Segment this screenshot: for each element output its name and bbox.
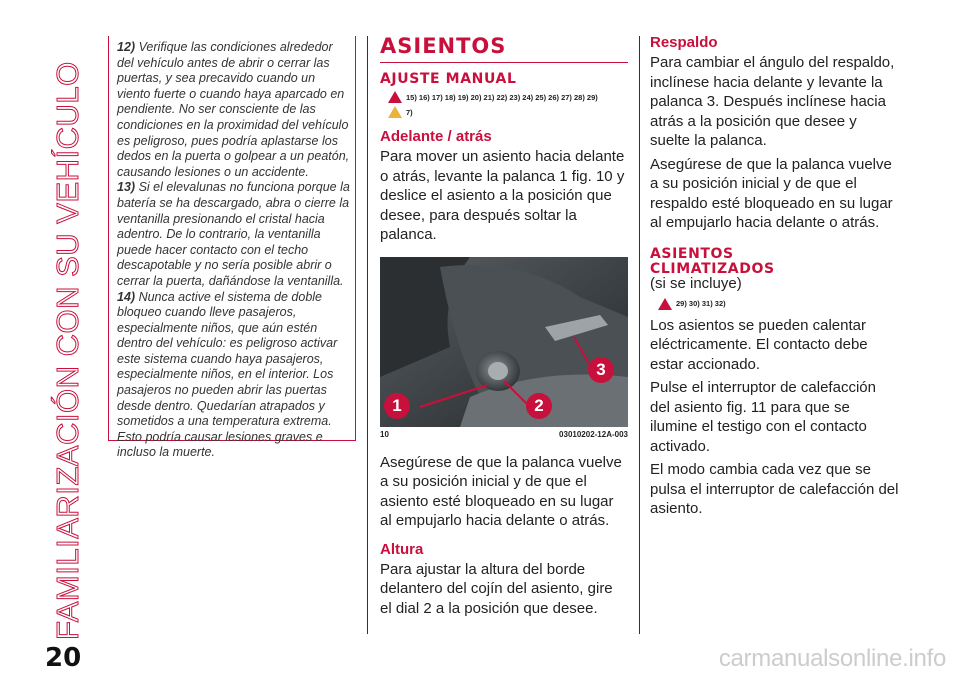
side-section-title bbox=[50, 30, 90, 640]
paragraph: Asegúrese de que la palanca vuelve a su posición inicial y de que el respaldo esté bloqueado en su lugar al empujarlo hacia delante o atrás. bbox=[650, 155, 893, 231]
subtitle-optional: (si se incluye) bbox=[650, 274, 742, 292]
heading-altura: Altura bbox=[380, 540, 424, 558]
column-divider bbox=[367, 36, 368, 634]
title-line: CLIMATIZADOS bbox=[650, 260, 775, 277]
title-rule bbox=[380, 62, 628, 63]
paragraph: Para cambiar el ángulo del respaldo, inclínese hacia delante y levante la palanca 3. Después inclínese hacia atrás a la posición que desee y suelte la palanca. bbox=[650, 54, 895, 149]
paragraph: Asegúrese de que la palanca vuelve a su posición inicial y de que el asiento esté bloqueado en su lugar al empujarlo hacia delante o atrás. bbox=[380, 453, 622, 529]
warning-triangle-icon bbox=[388, 91, 402, 103]
ref-text: 15) 16) 17) 18) 19) 20) 21) 22) 23) 24) 25) 26) 27) 28) 29) bbox=[406, 92, 598, 102]
warning-triangle-icon bbox=[658, 298, 672, 310]
callout-2: 2 bbox=[526, 393, 552, 419]
warning-refs-yellow bbox=[388, 106, 628, 118]
figure-number: 10 bbox=[380, 429, 389, 439]
section-title: ASIENTOS bbox=[380, 34, 507, 58]
warning-item bbox=[109, 180, 355, 289]
ref-text: 29) 30) 31) 32) bbox=[676, 299, 726, 308]
callout-3: 3 bbox=[588, 357, 614, 383]
paragraph: Para mover un asiento hacia delante o atrás, levante la palanca 1 fig. 10 y deslice el asiento a la posición que desee, para después soltar la palanca. bbox=[380, 148, 625, 243]
ref-text: 7) bbox=[406, 107, 413, 117]
warning-text: Nunca active el sistema de doble bloqueo cuando lleve pasajeros, especialmente niños, que aún estén dentro del vehículo: es peligroso activar este sistema cuando haya pasajeros, especialmente niños, en el interior. Los pasajeros no pueden abrir las puertas desde dentro. Quedarían atrapados y sometidos a una temperatura extrema. Esto podría causar lesiones graves e incluso la muerte. bbox=[117, 289, 338, 460]
figure-seat-controls bbox=[380, 257, 628, 427]
callout-1: 1 bbox=[384, 393, 410, 419]
warning-item bbox=[109, 36, 355, 180]
paragraph: Los asientos se pueden calentar eléctricamente. El contacto debe estar accionado. bbox=[650, 316, 868, 373]
side-title-text: FAMILIARIZACIÓN CON SU VEHÍCULO bbox=[50, 61, 85, 640]
warning-text: Verifique las condiciones alrededor del vehículo antes de abrir o cerrar las puertas, y sea precavido cuando un viento fuerte o cuando haya aparcado en pendiente. No ser consciente de las condiciones en la proximidad del vehículo es peligroso, pues podría aplastarse los dedos en la puerta o golpear a un peatón, causando lesiones o un accidente. bbox=[117, 40, 350, 179]
paragraph: El modo cambia cada vez que se pulsa el interruptor de calefacción del asiento. bbox=[650, 461, 899, 517]
paragraph: Para ajustar la altura del borde delantero del cojín del asiento, gire el dial 2 a la posición que desee. bbox=[380, 560, 613, 617]
warning-num: 12) bbox=[117, 40, 136, 54]
column-backrest bbox=[650, 34, 900, 523]
warning-num: 13) bbox=[117, 180, 136, 195]
figure-code: 03010202-12A-003 bbox=[559, 429, 628, 439]
warning-refs-red bbox=[388, 91, 628, 103]
heading-respaldo: Respaldo bbox=[650, 34, 718, 51]
title-line: ASIENTOS bbox=[650, 245, 734, 262]
heading-adelante: Adelante / atrás bbox=[380, 128, 492, 145]
warning-text: Si el elevalunas no funciona porque la batería se ha descargado, abra o cierre la ventanilla presionando el cristal hacia adentro. De lo contrario, la ventanilla puede hacer contacto con el techo descapotable y no sería posible abrir o cerrar la puerta, dañándose la ventanilla. bbox=[117, 180, 350, 288]
subsection-title-heated bbox=[650, 247, 900, 277]
paragraph: Pulse el interruptor de calefacción del asiento fig. 11 para que se ilumine el testigo con el contacto activado. bbox=[650, 379, 876, 455]
column-divider bbox=[639, 36, 640, 634]
page-number: 20 bbox=[45, 643, 82, 673]
warning-refs-red bbox=[658, 298, 900, 310]
caution-triangle-icon bbox=[388, 106, 402, 118]
warning-item bbox=[109, 290, 355, 462]
seat-illustration bbox=[380, 257, 628, 427]
warning-num: 14) bbox=[117, 289, 136, 304]
warning-box bbox=[108, 36, 356, 460]
column-seats bbox=[380, 34, 628, 622]
figure-caption bbox=[380, 430, 628, 439]
subsection-title: AJUSTE MANUAL bbox=[380, 71, 517, 87]
watermark: carmanualsonline.info bbox=[718, 645, 946, 672]
